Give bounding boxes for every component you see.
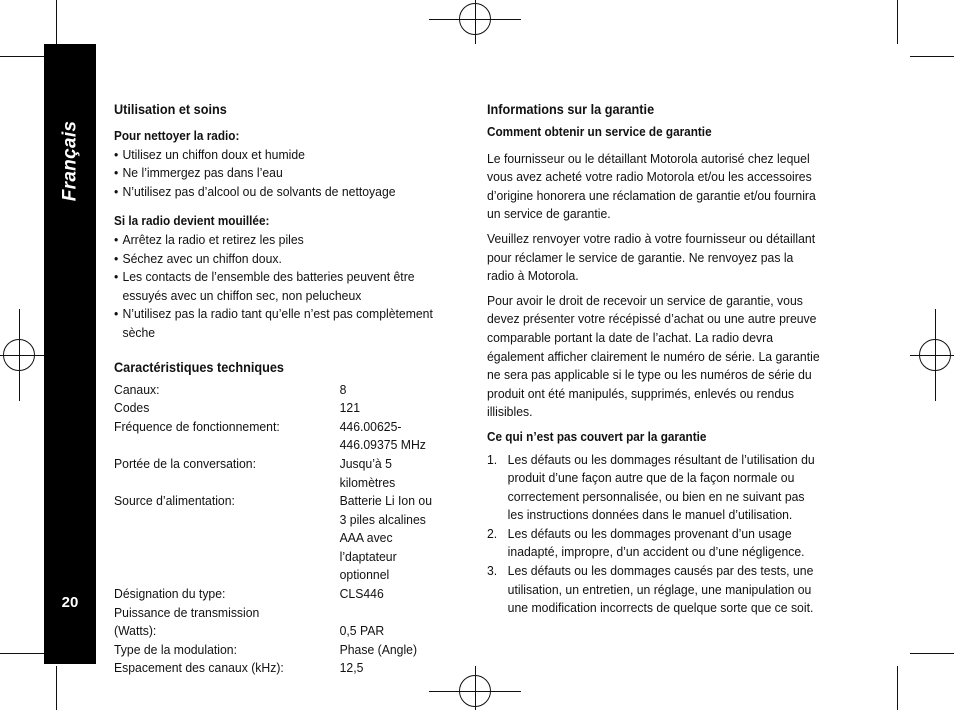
list-text: Les défauts ou les dommages résultant de l’utilisation du produit d’une façon autre que de la façon normale ou correctement personnalisée, ou bien en ne suivant pas les instructions données dans le manuel d’utilisation. (507, 451, 815, 523)
spec-key: Puissance de transmission (Watts): (114, 604, 260, 639)
spec-value: CLS446 (339, 586, 384, 602)
list-item: • Arrêtez la radio et retirez les piles (114, 231, 445, 250)
table-row (114, 418, 445, 455)
table-row (114, 381, 445, 400)
language-label (44, 96, 96, 226)
spec-value: 8 (339, 381, 347, 397)
specs-table (114, 381, 445, 679)
spec-value: 12,5 (339, 660, 364, 676)
spec-value: 446.00625-446.09375 MHz (339, 418, 426, 453)
spec-key: Désignation du type: (114, 586, 226, 602)
cleaning-subheading: Pour nettoyer la radio: (114, 129, 240, 143)
crop-mark (897, 0, 898, 44)
list-item: • Utilisez un chiffon doux et humide (114, 146, 445, 165)
list-item: • Séchez avec un chiffon doux. (114, 250, 445, 269)
wet-list (114, 231, 445, 343)
list-number: 2. (487, 525, 498, 541)
list-item (487, 562, 822, 618)
crop-mark (56, 0, 57, 44)
table-row (114, 641, 445, 660)
warranty-paragraph: Le fournisseur ou le détaillant Motorola autorisé chez lequel vous avez acheté votre radio Motorola et/ou les accessoires d’origine honorera une réclamation de garantie et/ou fournira un service de garantie. (487, 150, 816, 222)
list-item: • N’utilisez pas la radio tant qu’elle n’est pas complètement sèche (114, 305, 445, 342)
right-column (487, 100, 822, 618)
wet-subheading: Si la radio devient mouillée: (114, 214, 270, 229)
list-number: 1. (487, 451, 498, 467)
spec-key: Espacement des canaux (kHz): (114, 660, 284, 676)
table-row (114, 604, 445, 641)
table-row (114, 455, 445, 492)
not-covered-heading: Ce qui n’est pas couvert par la garantie (487, 429, 707, 444)
spec-key: Codes (114, 400, 150, 416)
page-number: 20 (61, 594, 79, 611)
spec-value: Batterie Li Ion ou 3 piles alcalines AAA avec l’daptateur optionnel (339, 493, 432, 583)
care-heading: Utilisation et soins (114, 102, 227, 117)
warranty-paragraph: Pour avoir le droit de recevoir un service de garantie, vous devez présenter votre récépissé d’achat ou une autre preuve comparable portant la date de l’achat. La radio devra également afficher clairement le numéro de série. La garantie ne sera pas applicable si le type ou les numéros de série du produit ont été manipulés, supprimés, enlevés ou rendus illisibles. (487, 292, 820, 420)
crop-mark (910, 653, 954, 654)
table-row (114, 585, 445, 604)
spec-key: Portée de la conversation: (114, 455, 256, 471)
spec-value: Phase (Angle) (339, 641, 418, 657)
table-row (114, 492, 445, 585)
spec-value: 121 (339, 400, 361, 416)
spec-key: Type de la modulation: (114, 641, 237, 657)
list-item (487, 525, 822, 562)
list-number: 3. (487, 563, 498, 579)
list-item: • Les contacts de l’ensemble des batteries peuvent être essuyés avec un chiffon sec, non pelucheux (114, 268, 445, 305)
crop-mark (897, 666, 898, 710)
language-sidebar (44, 44, 96, 664)
table-row (114, 659, 445, 678)
spec-value: Jusqu’à 5 kilomètres (339, 455, 396, 490)
spec-value: 0,5 PAR (339, 623, 385, 639)
specs-heading: Caractéristiques techniques (114, 359, 284, 375)
not-covered-list (487, 451, 822, 618)
table-row (114, 399, 445, 418)
spec-key: Fréquence de fonctionnement: (114, 418, 280, 434)
list-item (487, 451, 822, 525)
crop-mark (56, 666, 57, 710)
crop-mark (0, 653, 44, 654)
crop-mark (0, 56, 44, 57)
warranty-heading: Informations sur la garantie (487, 102, 655, 117)
warranty-subheading: Comment obtenir un service de garantie (487, 125, 712, 139)
list-text: Les défauts ou les dommages provenant d’un usage inadapté, impropre, d’un accident ou d’une négligence. (507, 525, 805, 560)
cleaning-list (114, 146, 445, 202)
spec-key: Canaux: (114, 381, 160, 397)
list-item: • N’utilisez pas d’alcool ou de solvants de nettoyage (114, 183, 445, 202)
warranty-paragraph: Veuillez renvoyer votre radio à votre fournisseur ou détaillant pour réclamer le service de garantie. Ne renvoyez pas la radio à Motorola. (487, 230, 816, 284)
list-item: • Ne l’immergez pas dans l’eau (114, 164, 445, 183)
crop-mark (910, 56, 954, 57)
list-text: Les défauts ou les dommages causés par des tests, une utilisation, un entretien, un réglage, une manipulation ou une modification incorrects de quelque sorte que ce soit. (507, 563, 814, 616)
spec-key: Source d’alimentation: (114, 493, 235, 509)
left-column (114, 100, 445, 678)
language-label-text: Français (59, 120, 80, 202)
